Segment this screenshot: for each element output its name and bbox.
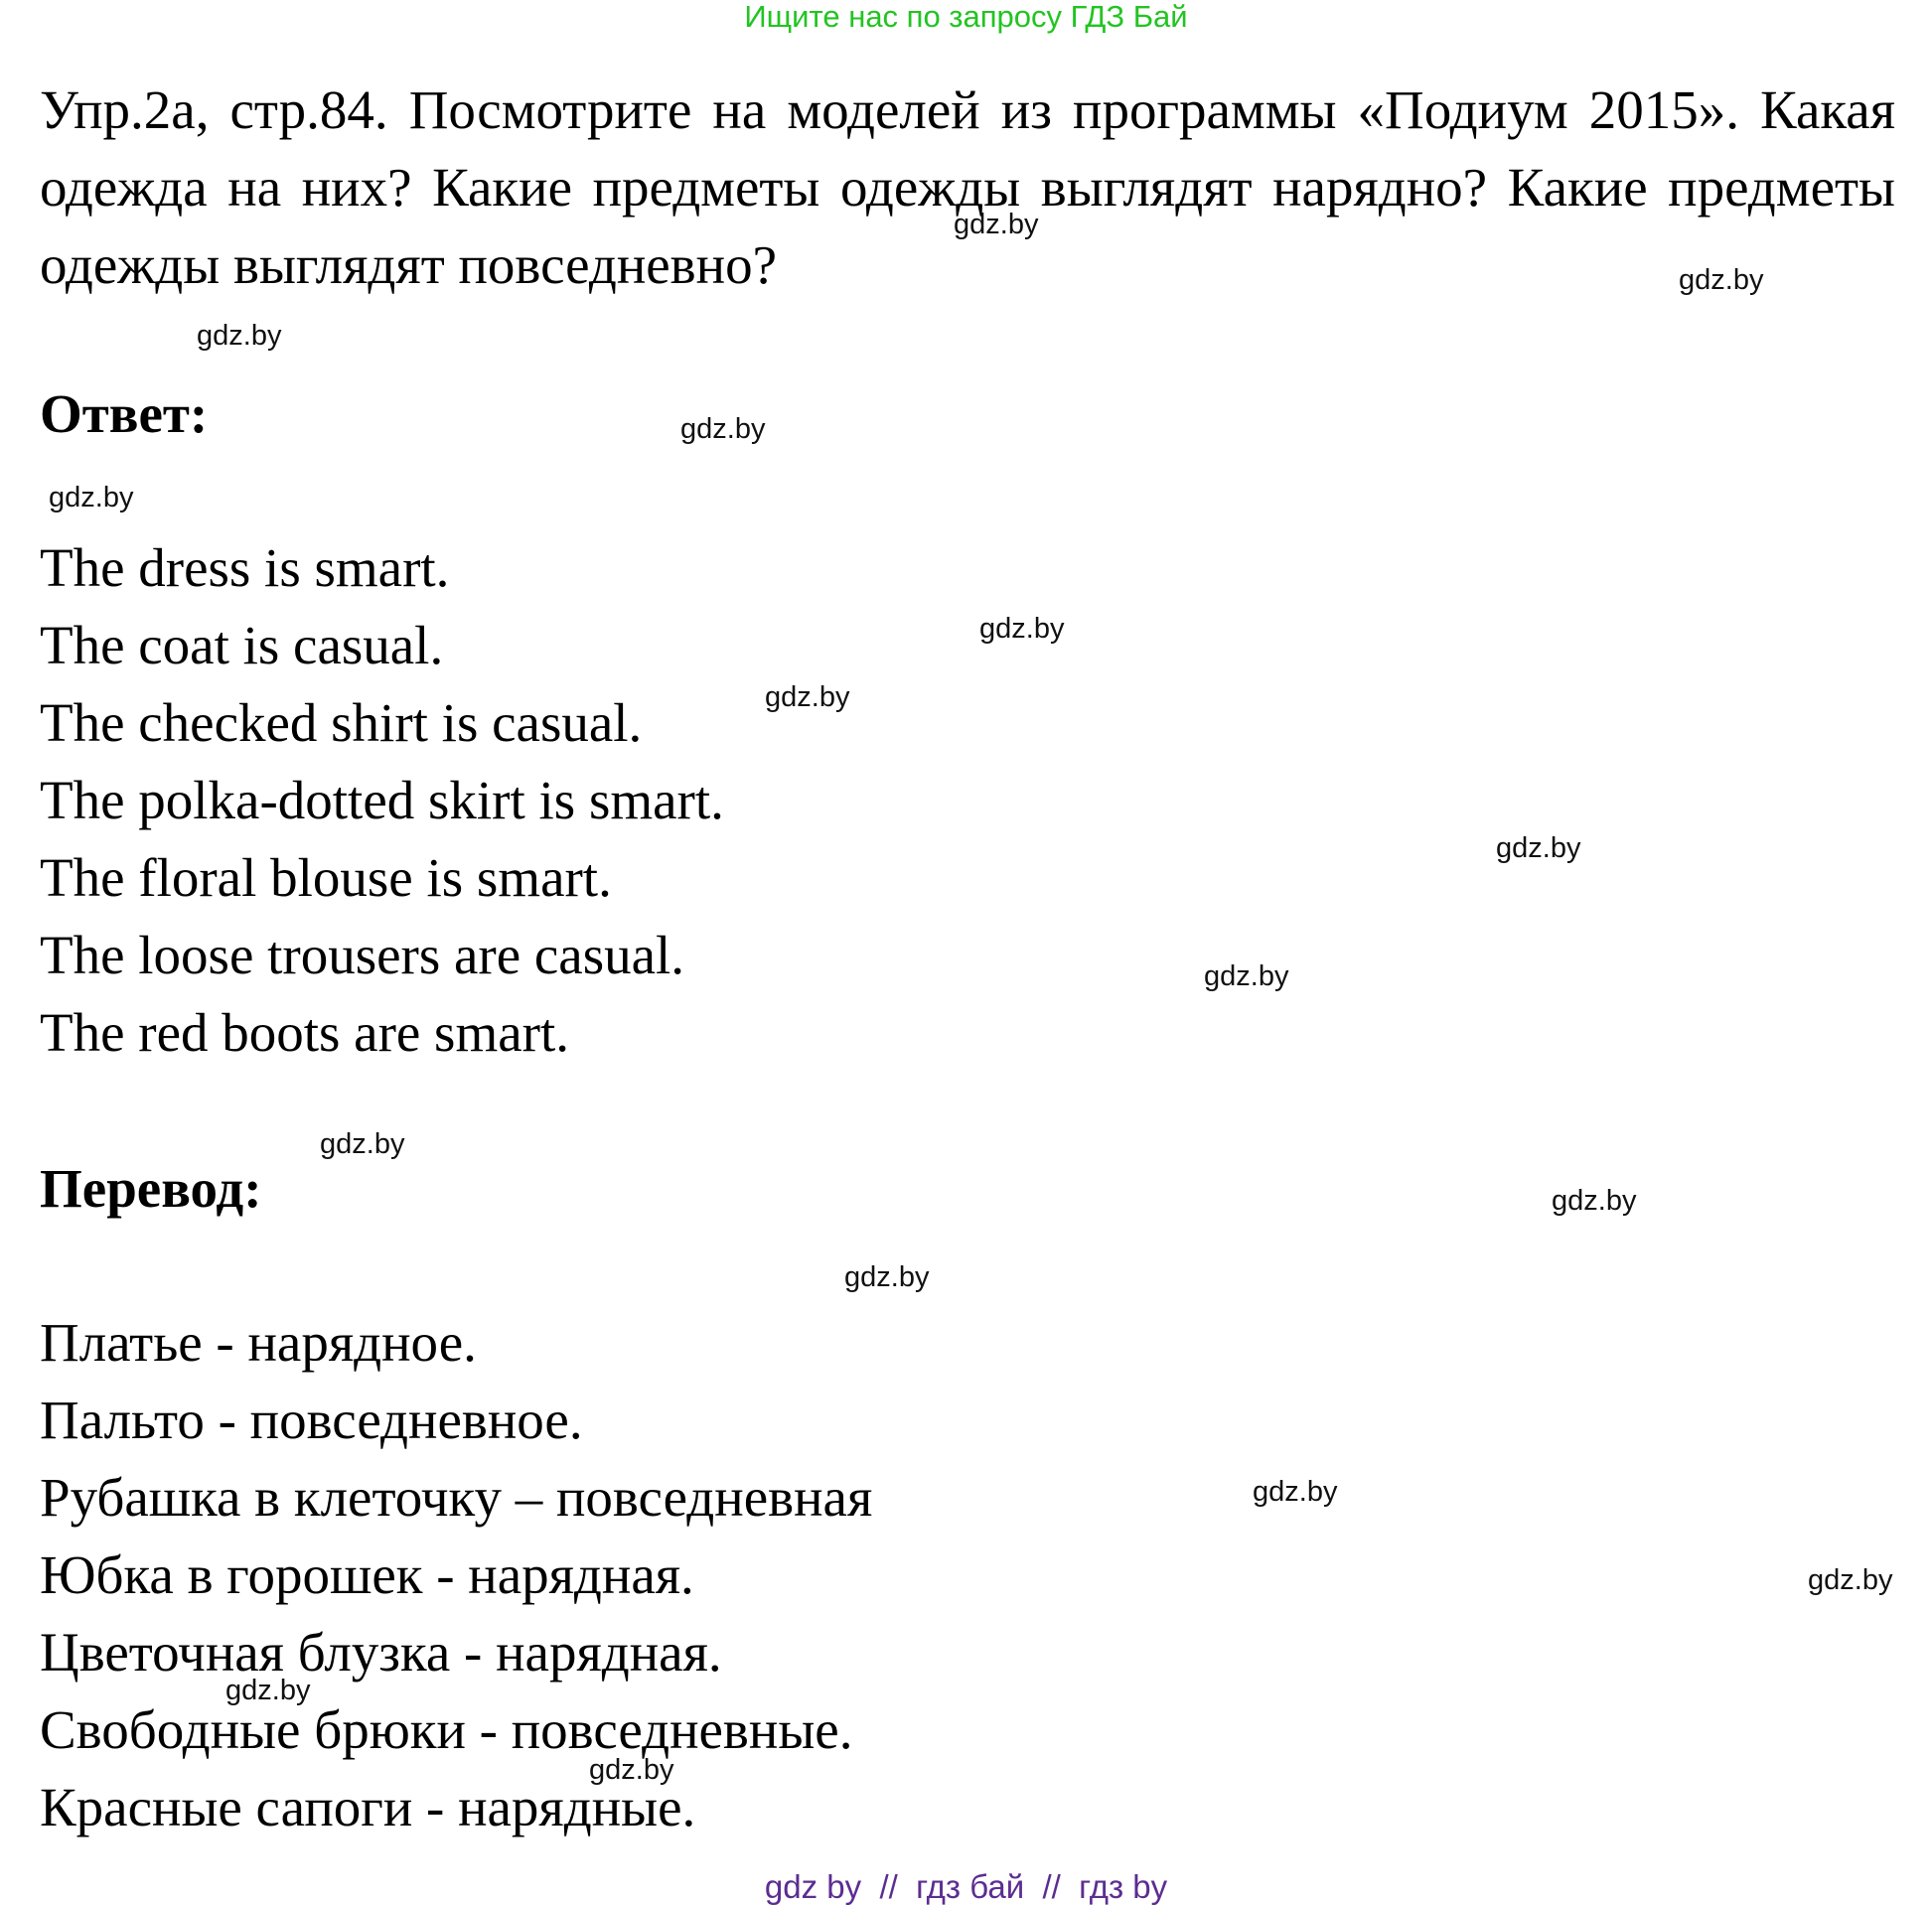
watermark: gdz.by (1253, 1476, 1338, 1508)
answer-line: The polka-dotted skirt is smart. (40, 770, 724, 830)
watermark: gdz.by (680, 413, 766, 445)
watermark: gdz.by (765, 681, 850, 713)
translation-line: Цветочная блузка - нарядная. (40, 1622, 722, 1683)
translation-line: Рубашка в клеточку – повседневная (40, 1467, 873, 1528)
search-banner: Ищите нас по запросу ГДЗ Бай (744, 0, 1188, 34)
answer-line: The loose trousers are casual. (40, 925, 685, 985)
translation-line: Свободные брюки - повседневные. (40, 1699, 853, 1760)
watermark: gdz.by (1808, 1564, 1893, 1596)
translation-list (40, 1304, 872, 1846)
watermark: gdz.by (954, 209, 1039, 240)
translation-line: Красные сапоги - нарядные. (40, 1777, 696, 1837)
translation-line: Платье - нарядное. (40, 1312, 477, 1373)
watermark: gdz.by (844, 1261, 930, 1293)
watermark: gdz.by (589, 1754, 674, 1786)
watermark: gdz.by (1496, 832, 1581, 864)
watermark: gdz.by (320, 1128, 405, 1160)
watermark: gdz.by (197, 320, 282, 352)
translation-heading: Перевод: (40, 1158, 262, 1219)
translation-line: Юбка в горошек - нарядная. (40, 1544, 694, 1605)
answer-line: The dress is smart. (40, 537, 450, 598)
watermark: gdz.by (979, 613, 1065, 645)
answer-line: The checked shirt is casual. (40, 692, 643, 753)
answer-line: The coat is casual. (40, 615, 444, 675)
watermark: gdz.by (1204, 960, 1289, 992)
watermark: gdz.by (1552, 1185, 1637, 1217)
answer-list (40, 529, 724, 1072)
footer-links: gdz by // гдз бай // гдз by (764, 1868, 1168, 1905)
exercise-question: Упр.2а, стр.84. Посмотрите на моделей из программы «Подиум 2015». Какая одежда на них? Какие предметы одежды выглядят нарядно? Какие предметы одежды выглядят повседневно? (40, 79, 1895, 295)
watermark: gdz.by (49, 482, 134, 513)
watermark: gdz.by (225, 1675, 311, 1706)
translation-line: Пальто - повседневное. (40, 1390, 583, 1450)
answer-heading: Ответ: (40, 383, 209, 444)
answer-line: The floral blouse is smart. (40, 847, 612, 908)
answer-line: The red boots are smart. (40, 1002, 570, 1063)
watermark: gdz.by (1679, 264, 1764, 296)
